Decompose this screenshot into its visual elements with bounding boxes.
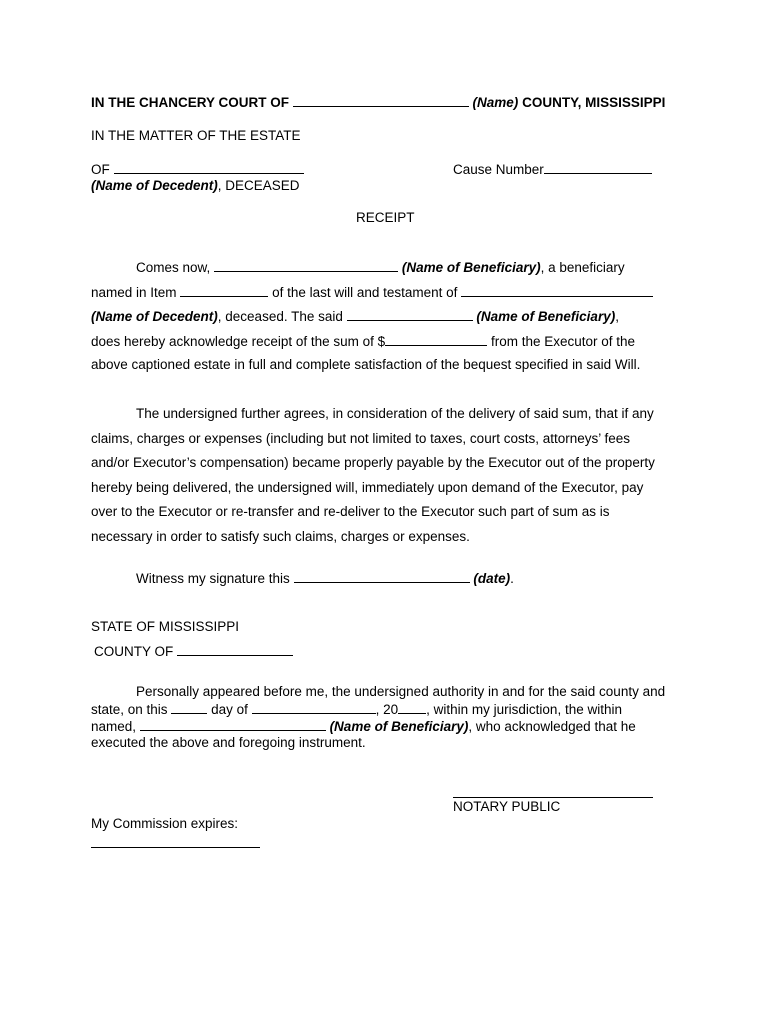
period-text: . bbox=[510, 571, 514, 586]
county-label: COUNTY OF bbox=[94, 644, 174, 659]
beneficiary-name-blank-2[interactable] bbox=[347, 308, 473, 321]
beneficiary-name-blank-1[interactable] bbox=[214, 259, 398, 272]
county-name-placeholder: (Name) bbox=[472, 95, 519, 110]
cause-number-line bbox=[453, 161, 652, 177]
witness-text: Witness my signature this bbox=[136, 571, 290, 586]
jurisdiction-text: , within my jurisdiction, the within bbox=[426, 702, 622, 717]
beneficiary-suffix-text: , a beneficiary bbox=[540, 260, 625, 275]
beneficiary-placeholder-1: (Name of Beneficiary) bbox=[401, 260, 541, 275]
cause-number-blank[interactable] bbox=[544, 161, 652, 174]
date-placeholder: (date) bbox=[473, 571, 511, 586]
comma-text: , bbox=[615, 309, 619, 324]
decedent-line bbox=[91, 178, 300, 193]
from-executor-text: from the Executor of the bbox=[490, 334, 636, 349]
deceased-said-text: , deceased. The said bbox=[217, 309, 343, 324]
cause-number-label: Cause Number bbox=[453, 162, 544, 177]
county-state-text: COUNTY, MISSISSIPPI bbox=[522, 95, 666, 110]
testator-name-blank[interactable] bbox=[461, 284, 653, 297]
of-label: OF bbox=[91, 162, 110, 177]
court-heading bbox=[91, 94, 665, 110]
acknowledge-receipt-text: does hereby acknowledge receipt of the sum of $ bbox=[91, 334, 386, 349]
commission-label: My Commission expires: bbox=[91, 816, 239, 831]
decedent-placeholder: (Name of Decedent) bbox=[91, 178, 218, 193]
year-blank[interactable] bbox=[398, 701, 426, 714]
notary-signature-line[interactable] bbox=[453, 797, 653, 798]
para1-line1 bbox=[136, 259, 625, 275]
para2-line6: necessary in order to satisfy such claims, charges or expenses. bbox=[91, 529, 470, 544]
para2-line5: over to the Executor or re-transfer and re-deliver to the Executor such part of sum as is bbox=[91, 504, 610, 519]
beneficiary-placeholder-3: (Name of Beneficiary) bbox=[329, 719, 469, 734]
para1-line3 bbox=[91, 308, 619, 324]
named-text: named, bbox=[91, 719, 137, 734]
ack-line2 bbox=[91, 701, 622, 717]
day-blank[interactable] bbox=[171, 701, 207, 714]
beneficiary-placeholder-2: (Name of Beneficiary) bbox=[476, 309, 616, 324]
county-name-blank[interactable] bbox=[293, 94, 469, 107]
matter-heading: IN THE MATTER OF THE ESTATE bbox=[91, 128, 301, 143]
beneficiary-name-blank-3[interactable] bbox=[140, 718, 326, 731]
para2-line1: The undersigned further agrees, in consideration of the delivery of said sum, that if any bbox=[136, 406, 654, 421]
witness-date-blank[interactable] bbox=[294, 570, 470, 583]
last-will-text: of the last will and testament of bbox=[272, 285, 458, 300]
acknowledged-text: , who acknowledged that he bbox=[468, 719, 636, 734]
para2-line3: and/or Executor’s compensation) became properly payable by the Executor out of the property bbox=[91, 455, 655, 470]
county-line bbox=[94, 643, 293, 659]
decedent-placeholder-2: (Name of Decedent) bbox=[91, 309, 218, 324]
sum-amount-blank[interactable] bbox=[385, 333, 487, 346]
ack-line3 bbox=[91, 718, 636, 734]
para2-line4: hereby being delivered, the undersigned will, immediately upon demand of the Executor, pay bbox=[91, 480, 644, 495]
decedent-name-blank[interactable] bbox=[114, 161, 304, 174]
witness-line bbox=[136, 570, 514, 586]
ack-line4: executed the above and foregoing instrument. bbox=[91, 735, 366, 750]
year-prefix-text: , 20 bbox=[375, 702, 399, 717]
para2-line2: claims, charges or expenses (including but not limited to taxes, court costs, attorneys’ fees bbox=[91, 431, 631, 446]
para1-line5: above captioned estate in full and complete satisfaction of the bequest specified in said Will. bbox=[91, 357, 641, 372]
ack-line1: Personally appeared before me, the undersigned authority in and for the said county and bbox=[136, 684, 666, 699]
on-this-text: state, on this bbox=[91, 702, 168, 717]
para1-line2 bbox=[91, 284, 653, 300]
day-of-text: day of bbox=[211, 702, 248, 717]
state-label: STATE OF MISSISSIPPI bbox=[91, 619, 240, 634]
comes-now-text: Comes now, bbox=[136, 260, 211, 275]
item-number-blank[interactable] bbox=[180, 284, 268, 297]
estate-of-line bbox=[91, 161, 304, 177]
month-blank[interactable] bbox=[252, 701, 376, 714]
document-title: RECEIPT bbox=[356, 210, 415, 225]
named-in-item-text: named in Item bbox=[91, 285, 177, 300]
notary-label: NOTARY PUBLIC bbox=[453, 799, 561, 814]
commission-expiry-line[interactable] bbox=[91, 847, 260, 848]
county-blank[interactable] bbox=[177, 643, 293, 656]
court-prefix: IN THE CHANCERY COURT OF bbox=[91, 95, 290, 110]
para1-line4 bbox=[91, 333, 635, 349]
deceased-suffix: , DECEASED bbox=[217, 178, 300, 193]
